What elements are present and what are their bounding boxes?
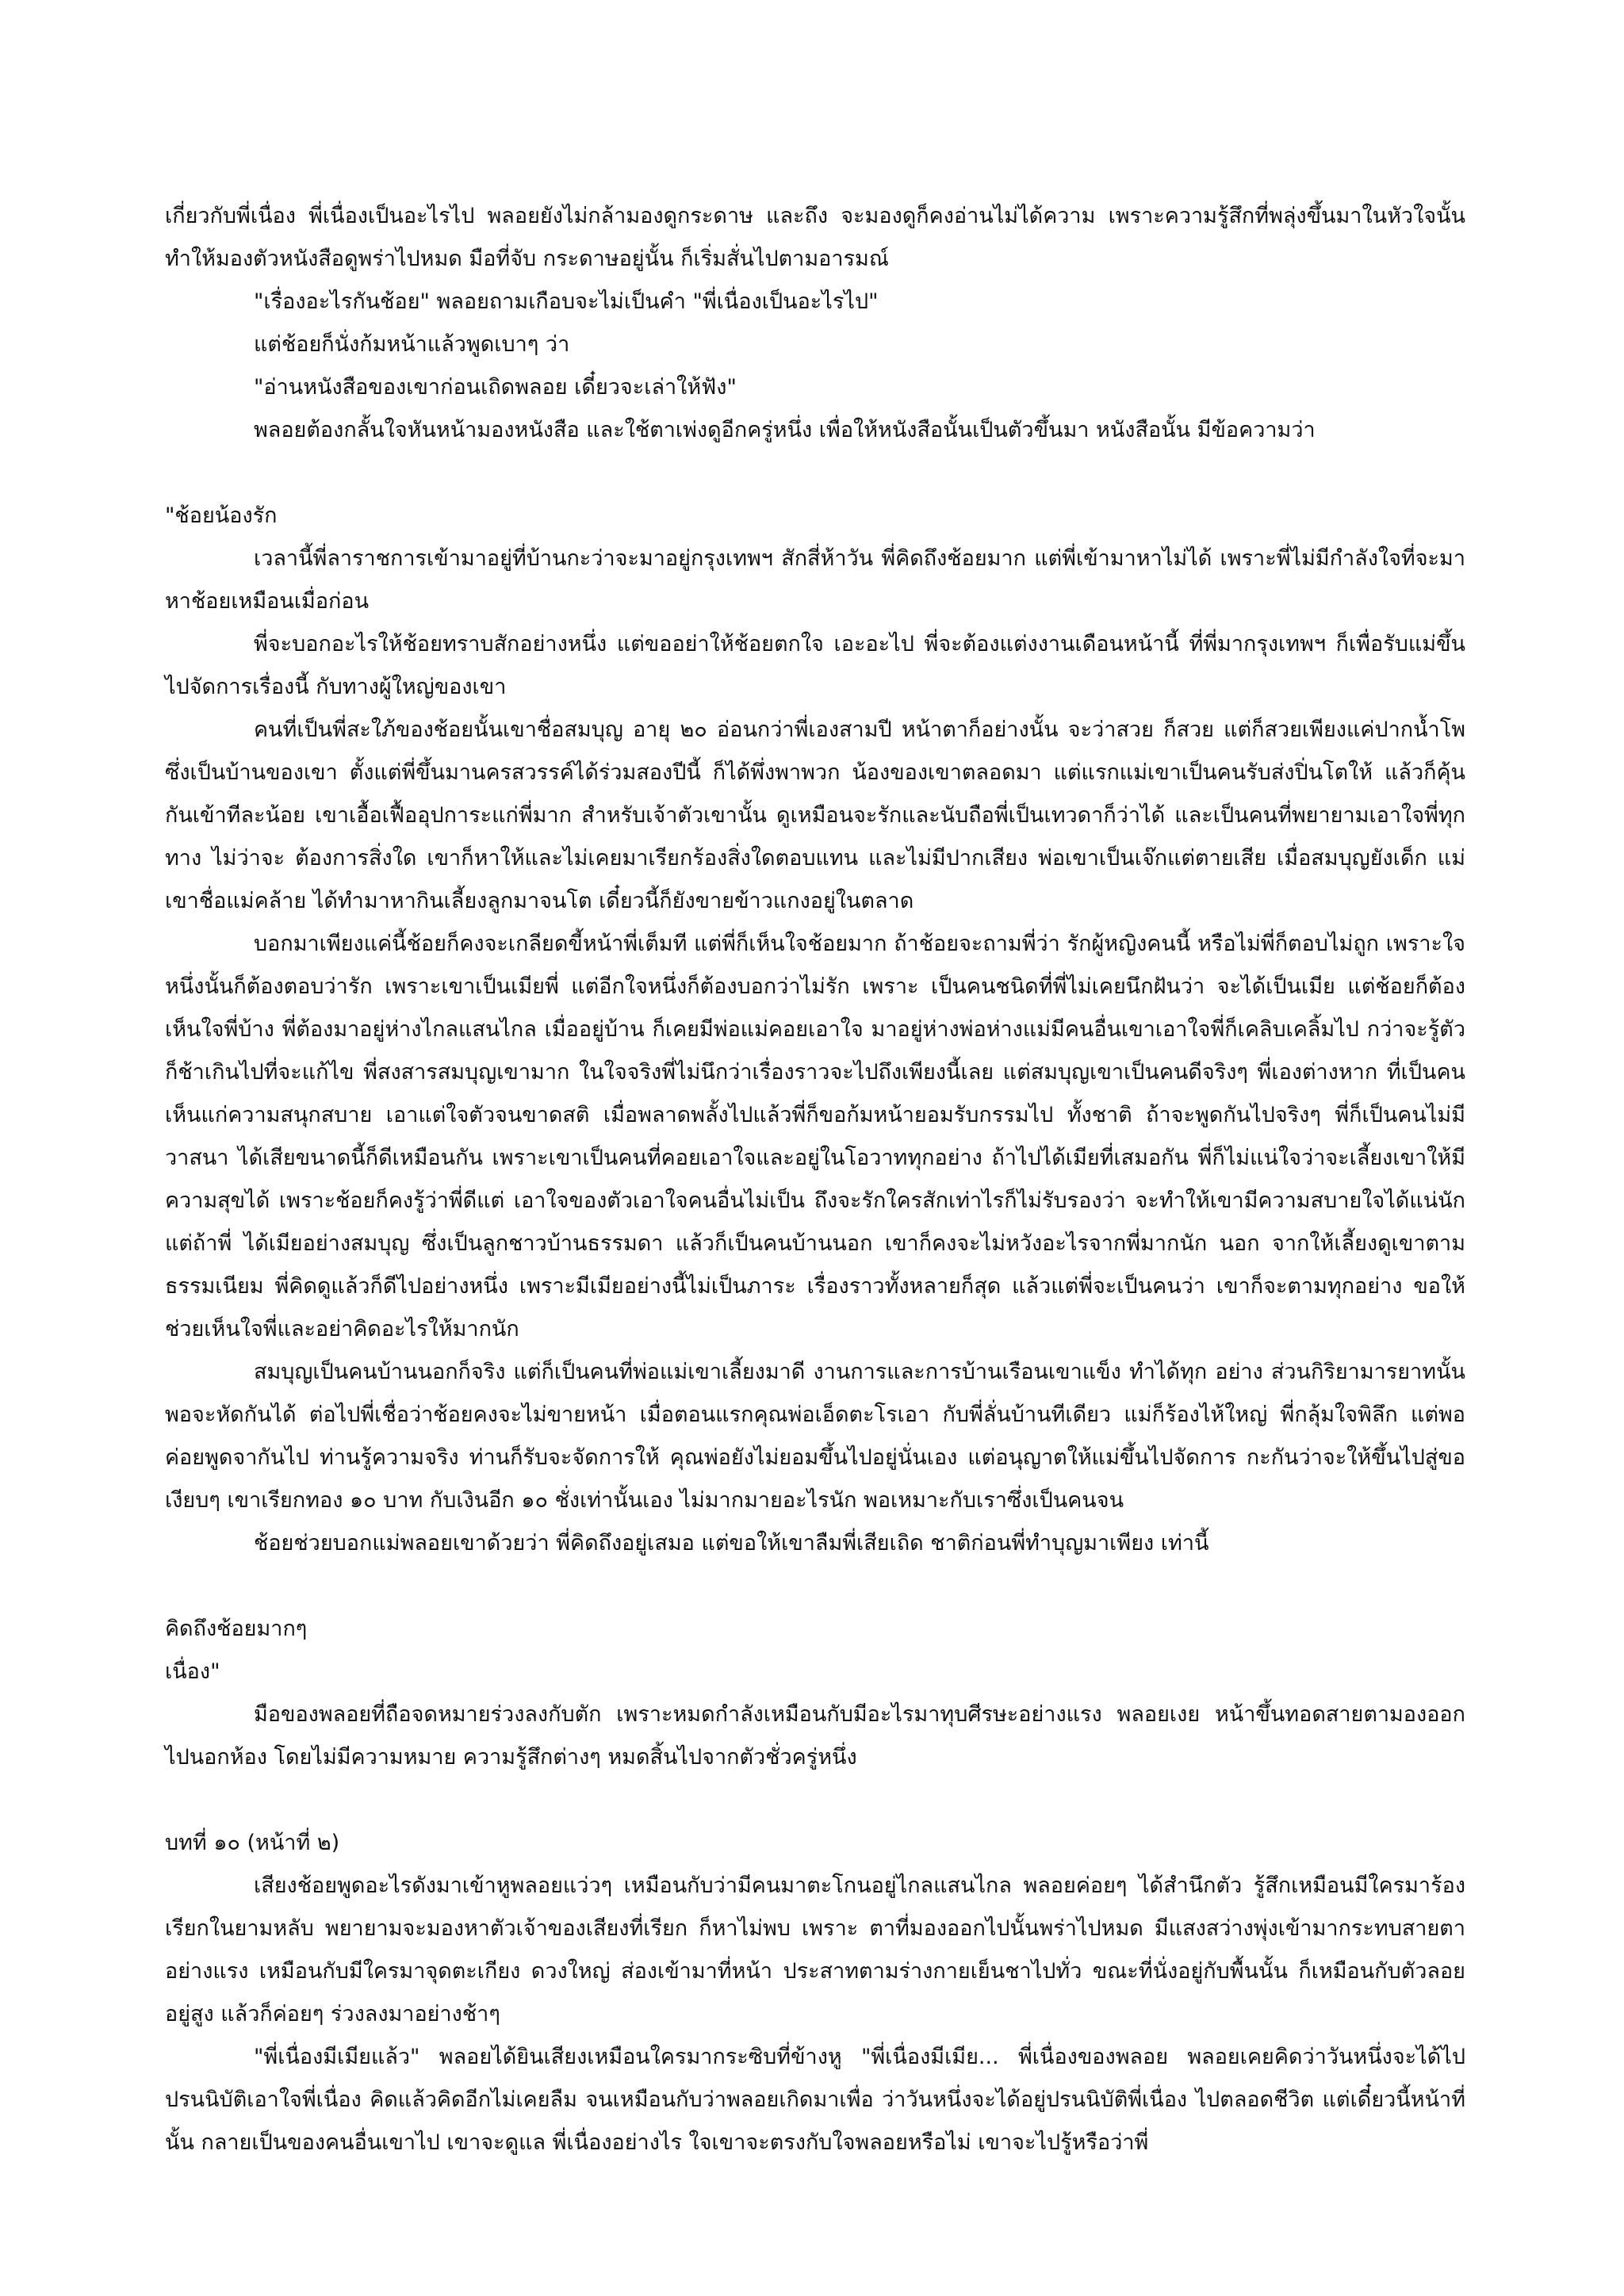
paragraph: เสียงช้อยพูดอะไรดังมาเข้าหูพลอยแว่วๆ เหมือนกับว่ามีคนมาตะโกนอยู่ไกลแสนไกล พลอยค่อยๆ ได้สำนึกตัว รู้สึกเหมือนมีใครมาร้องเรียกในยามหลับ พยายามจะมองหาตัวเจ้าของเสียงที่เรียก ก็หาไม่พบ เพราะ ตาที่มองออกไปนั้นพร่าไปหมด มีแสงสว่างพุ่งเข้ามากระทบสายตาอย่างแรง เหมือนกับมีใครมาจุดตะเกียง ดวงใหญ่ ส่องเข้ามาที่หน้า ประสาทตามร่างกายเย็นชาไปทั่ว ขณะที่นั่งอยู่กับพื้นนั้น ก็เหมือนกับตัวลอยอยู่สูง แล้วก็ค่อยๆ ร่วงลงมาอย่างช้าๆ (165, 1873, 1465, 2026)
paragraph-gap (165, 1565, 1465, 1608)
paragraph: บทที่ ๑๐ (หน้าที่ ๒) (165, 1831, 340, 1855)
paragraph: พี่จะบอกอะไรให้ช้อยทราบสักอย่างหนึ่ง แต่ขออย่าให้ช้อยตกใจ เอะอะไป พี่จะต้องแต่งงานเดือนหน้านี้ ที่พี่มากรุงเทพฯ ก็เพื่อรับแม่ขึ้นไปจัดการเรื่องนี้ กับทางผู้ใหญ่ของเขา (165, 632, 1465, 699)
paragraph-gap (165, 1779, 1465, 1822)
paragraph-gap (165, 452, 1465, 495)
paragraph: เวลานี้พี่ลาราชการเข้ามาอยู่ที่บ้านกะว่าจะมาอยู่กรุงเทพฯ สักสี่ห้าวัน พี่คิดถึงช้อยมาก แต่พี่เข้ามาหาไม่ได้ เพราะพี่ไม่มีกำลังใจที่จะมาหาช้อยเหมือนเมื่อก่อน (165, 546, 1465, 614)
paragraph: มือของพลอยที่ถือจดหมายร่วงลงกับตัก เพราะหมดกำลังเหมือนกับมีอะไรมาทุบศีรษะอย่างแรง พลอยเงย หน้าขึ้นทอดสายตามองออกไปนอกห้อง โดยไม่มีความหมาย ความรู้สึกต่างๆ หมดสิ้นไปจากตัวชั่วครู่หนึ่ง (165, 1702, 1465, 1770)
paragraph: "เรื่องอะไรกันช้อย" พลอยถามเกือบจะไม่เป็นคำ "พี่เนื่องเป็นอะไรไป" (254, 289, 879, 314)
paragraph: พลอยต้องกลั้นใจหันหน้ามองหนังสือ และใช้ตาเพ่งดูอีกครู่หนึ่ง เพื่อให้หนังสือนั้นเป็นตัวขึ้นมา หนังสือนั้น มีข้อความว่า (254, 418, 1316, 442)
document-body (165, 195, 1473, 2164)
paragraph: สมบุญเป็นคนบ้านนอกก็จริง แต่ก็เป็นคนที่พ่อแม่เขาเลี้ยงมาดี งานการและการบ้านเรือนเขาแข็ง ทำได้ทุก อย่าง ส่วนกิริยามารยาทนั้น พอจะหัดกันได้ ต่อไปพี่เชื่อว่าช้อยคงจะไม่ขายหน้า เมื่อตอนแรกคุณพ่อเอ็ดตะโรเอา กับพี่ลั่นบ้านทีเดียว แม่ก็ร้องไห้ใหญ่ พี่กลุ้มใจพิลึก แต่พอค่อยพูดจากันไป ท่านรู้ความจริง ท่านก็รับจะจัดการให้ คุณพ่อยังไม่ยอมขึ้นไปอยู่นั่นเอง แต่อนุญาตให้แม่ขึ้นไปจัดการ กะกันว่าจะให้ขึ้นไปสู่ขอเงียบๆ เขาเรียกทอง ๑๐ บาท กับเงินอีก ๑๐ ชั่งเท่านั้นเอง ไม่มากมายอะไรนัก พอเหมาะกับเราซึ่งเป็นคนจน (165, 1360, 1473, 1513)
paragraph: "อ่านหนังสือของเขาก่อนเถิดพลอย เดี๋ยวจะเล่าให้ฟัง" (254, 375, 737, 400)
paragraph: เกี่ยวกับพี่เนื่อง พี่เนื่องเป็นอะไรไป พลอยยังไม่กล้ามองดูกระดาษ และถึง จะมองดูก็คงอ่านไม่ได้ความ เพราะความรู้สึกที่พลุ่งขึ้นมาในหัวใจนั้น ทำให้มองตัวหนังสือดูพร่าไปหมด มือที่จับ กระดาษอยู่นั้น ก็เริ่มสั่นไปตามอารมณ์ (165, 204, 1473, 271)
paragraph: คนที่เป็นพี่สะใภ้ของช้อยนั้นเขาชื่อสมบุญ อายุ ๒๐ อ่อนกว่าพี่เองสามปี หน้าตาก็อย่างนั้น จะว่าสวย ก็สวย แต่ก็สวยเพียงแค่ปากน้ำโพ ซึ่งเป็นบ้านของเขา ตั้งแต่พี่ขึ้นมานครสวรรค์ได้ร่วมสองปีนี้ ก็ได้พึ่งพาพวก น้องของเขาตลอดมา แต่แรกแม่เขาเป็นคนรับส่งปิ่นโตให้ แล้วก็คุ้นกันเข้าทีละน้อย เขาเอื้อเฟื้ออุปการะแก่พี่มาก สำหรับเจ้าตัวเขานั้น ดูเหมือนจะรักและนับถือพี่เป็นเทวดาก็ว่าได้ และเป็นคนที่พยายามเอาใจพี่ทุกทาง ไม่ว่าจะ ต้องการสิ่งใด เขาก็หาให้และไม่เคยมาเรียกร้องสิ่งใดตอบแทน และไม่มีปากเสียง พ่อเขาเป็นเจ๊กแต่ตายเสีย เมื่อสมบุญยังเด็ก แม่เขาชื่อแม่คล้าย ได้ทำมาหากินเลี้ยงลูกมาจนโต เดี๋ยวนี้ก็ยังขายข้าวแกงอยู่ในตลาด (165, 718, 1473, 913)
paragraph: "ช้อยน้องรัก (165, 503, 278, 528)
paragraph: แต่ช้อยก็นั่งก้มหน้าแล้วพูดเบาๆ ว่า (254, 332, 570, 357)
paragraph: "พี่เนื่องมีเมียแล้ว" พลอยได้ยินเสียงเหมือนใครมากระซิบที่ข้างหู "พี่เนื่องมีเมีย... พี่เนื่องของพลอย พลอยเคยคิดว่าวันหนึ่งจะได้ไปปรนนิบัติเอาใจพี่เนื่อง คิดแล้วคิดอีกไม่เคยลืม จนเหมือนกับว่าพลอยเกิดมาเพื่อ ว่าวันหนึ่งจะได้อยู่ปรนนิบัติพี่เนื่อง ไปตลอดชีวิต แต่เดี๋ยวนี้หน้าที่นั้น กลายเป็นของคนอื่นเขาไป เขาจะดูแล พี่เนื่องอย่างไร ใจเขาจะตรงกับใจพลอยหรือไม่ เขาจะไปรู้หรือว่าพี่ (165, 2045, 1465, 2155)
paragraph: เนื่อง" (165, 1659, 220, 1684)
paragraph: ช้อยช่วยบอกแม่พลอยเขาด้วยว่า พี่คิดถึงอยู่เสมอ แต่ขอให้เขาลืมพี่เสียเถิด ชาติก่อนพี่ทำบุญมาเพียง เท่านี้ (254, 1531, 1209, 1556)
paragraph: คิดถึงช้อยมากๆ (165, 1617, 308, 1641)
paragraph: บอกมาเพียงแค่นี้ช้อยก็คงจะเกลียดขี้หน้าพี่เต็มที แต่พี่ก็เห็นใจช้อยมาก ถ้าช้อยจะถามพี่ว่า รักผู้หญิงคนนี้ หรือไม่พี่ก็ตอบไม่ถูก เพราะใจหนึ่งนั้นก็ต้องตอบว่ารัก เพราะเขาเป็นเมียพี่ แต่อีกใจหนึ่งก็ต้องบอกว่าไม่รัก เพราะ เป็นคนชนิดที่พี่ไม่เคยนึกฝันว่า จะได้เป็นเมีย แต่ช้อยก็ต้องเห็นใจพี่บ้าง พี่ต้องมาอยู่ห่างไกลแสนไกล เมื่ออยู่บ้าน ก็เคยมีพ่อแม่คอยเอาใจ มาอยู่ห่างพ่อห่างแม่มีคนอื่นเขาเอาใจพี่ก็เคลิบเคลิ้มไป กว่าจะรู้ตัวก็ช้าเกินไปที่จะแก้ไข พี่สงสารสมบุญเขามาก ในใจจริงพี่ไม่นึกว่าเรื่องราวจะไปถึงเพียงนี้เลย แต่สมบุญเขาเป็นคนดีจริงๆ พี่เองต่างหาก ที่เป็นคนเห็นแก่ความสนุกสบาย เอาแต่ใจตัวจนขาดสติ เมื่อพลาดพลั้งไปแล้วพี่ก็ขอก้มหน้ายอมรับกรรมไป ทั้งชาติ ถ้าจะพูดกันไปจริงๆ พี่ก็เป็นคนไม่มีวาสนา ได้เสียขนาดนี้ก็ดีเหมือนกัน เพราะเขาเป็นคนที่คอยเอาใจและอยู่ในโอวาททุกอย่าง ถ้าไปได้เมียที่เสมอกัน พี่ก็ไม่แน่ใจว่าจะเลี้ยงเขาให้มีความสุขได้ เพราะช้อยก็คงรู้ว่าพี่ดีแต่ เอาใจของตัวเอาใจคนอื่นไม่เป็น ถึงจะรักใครสักเท่าไรก็ไม่รับรองว่า จะทำให้เขามีความสบายใจได้แน่นัก แต่ถ้าพี่ ได้เมียอย่างสมบุญ ซึ่งเป็นลูกชาวบ้านธรรมดา แล้วก็เป็นคนบ้านนอก เขาก็คงจะไม่หวังอะไรจากพี่มากนัก นอก จากให้เลี้ยงดูเขาตามธรรมเนียม พี่คิดดูแล้วก็ดีไปอย่างหนึ่ง เพราะมีเมียอย่างนี้ไม่เป็นภาระ เรื่องราวทั้งหลายก็สุด แล้วแต่พี่จะเป็นคนว่า เขาก็จะตามทุกอย่าง ขอให้ช่วยเห็นใจพี่และอย่าคิดอะไรให้มากนัก (165, 932, 1473, 1341)
